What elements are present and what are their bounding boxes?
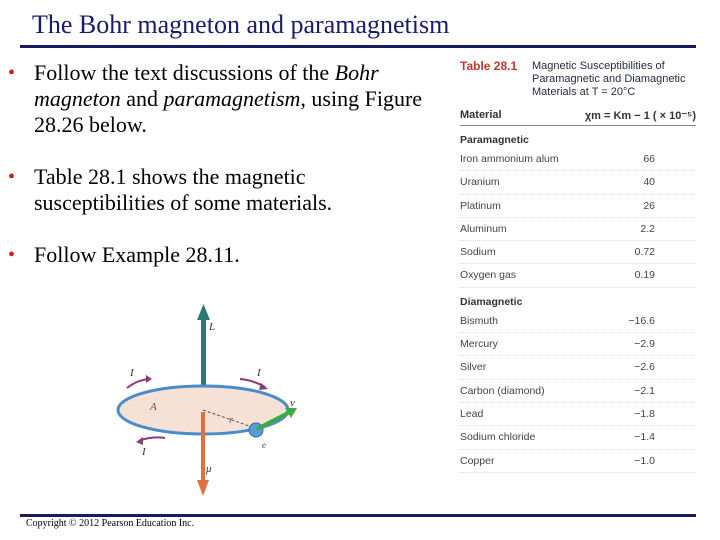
bullet-text: Follow Example 28.11. (34, 242, 240, 267)
material-name: Mercury (460, 338, 498, 351)
table-row (460, 148, 696, 171)
table-row (460, 241, 696, 264)
susceptibility-table (460, 60, 696, 473)
copyright-text: Copyright © 2012 Pearson Education Inc. (26, 518, 195, 529)
material-name: Silver (460, 361, 487, 374)
susceptibility-value: −2.6 (634, 361, 655, 374)
table-row (460, 264, 696, 287)
susceptibility-value: 26 (643, 199, 655, 212)
label-L: L (209, 321, 216, 333)
current-loop-figure (105, 300, 315, 505)
title-divider (20, 45, 696, 48)
label-A: A (150, 401, 157, 413)
material-name: Uranium (460, 176, 500, 189)
material-name: Iron ammonium alum (460, 153, 559, 165)
susceptibility-value: 66 (643, 153, 655, 165)
susceptibility-value: 0.72 (634, 246, 655, 259)
bullet-item (8, 60, 438, 138)
label-current: I (257, 367, 261, 379)
susceptibility-value: −2.9 (634, 338, 655, 351)
slide-title: The Bohr magneton and paramagnetism (32, 10, 450, 39)
material-name: Sodium (460, 246, 496, 259)
susceptibility-value: −1.8 (634, 407, 655, 420)
bullet-text: , using Figure 28.26 below. (34, 86, 423, 137)
material-name: Oxygen gas (460, 269, 517, 282)
table-row (460, 356, 696, 379)
table-row (460, 380, 696, 403)
susceptibility-value: −1.0 (634, 454, 655, 467)
label-v: v (290, 397, 295, 409)
bullet-emphasis: Bohr magneton (34, 60, 379, 111)
material-name: Aluminum (460, 222, 507, 235)
material-name: Copper (460, 454, 495, 467)
table-tag: Table 28.1 (460, 59, 518, 73)
bullet-list (8, 60, 438, 294)
footer-divider (20, 514, 696, 517)
table-row (460, 218, 696, 241)
material-name: Platinum (460, 199, 501, 212)
label-e: e (262, 440, 266, 450)
table-row (460, 171, 696, 194)
bullet-item (8, 242, 438, 268)
label-mu: μ (206, 463, 212, 475)
label-current: I (142, 446, 146, 458)
susceptibility-value: −2.1 (634, 384, 655, 397)
table-body (460, 132, 696, 473)
bullet-marker: • (8, 244, 16, 266)
table-row (460, 333, 696, 356)
table-section-label: Paramagnetic (460, 134, 529, 146)
bullet-text: Table 28.1 shows the magnetic susceptibilities of some materials. (34, 164, 333, 215)
bullet-text: and (120, 86, 164, 111)
material-name: Bismuth (460, 314, 498, 327)
susceptibility-value: 2.2 (640, 222, 655, 235)
label-r: r (229, 415, 233, 426)
material-name: Sodium chloride (460, 431, 536, 444)
table-row (460, 426, 696, 449)
column-header-material: Material (460, 109, 502, 121)
table-row (460, 310, 696, 333)
bullet-marker: • (8, 166, 16, 188)
table-column-headers (460, 109, 696, 126)
susceptibility-value: 0.19 (634, 269, 655, 282)
bullet-text: Follow the text discussions of the (34, 60, 335, 85)
table-row (460, 450, 696, 473)
material-name: Lead (460, 407, 484, 420)
label-current: I (130, 367, 134, 379)
bullet-emphasis: paramagnetism (163, 86, 301, 111)
column-header-value: χm = Km − 1 ( × 10⁻⁵) (584, 110, 696, 122)
material-name: Carbon (diamond) (460, 384, 545, 397)
table-section-label: Diamagnetic (460, 295, 523, 308)
bullet-item (8, 164, 438, 216)
susceptibility-value: −16.6 (628, 314, 655, 327)
susceptibility-value: −1.4 (634, 431, 655, 444)
table-row (460, 403, 696, 426)
table-caption: Magnetic Susceptibilities of Paramagnetic and Diamagnetic Materials at T = 20°C (532, 60, 686, 98)
bullet-marker: • (8, 62, 16, 84)
table-row (460, 195, 696, 218)
susceptibility-value: 40 (643, 176, 655, 189)
table-header (460, 60, 696, 99)
